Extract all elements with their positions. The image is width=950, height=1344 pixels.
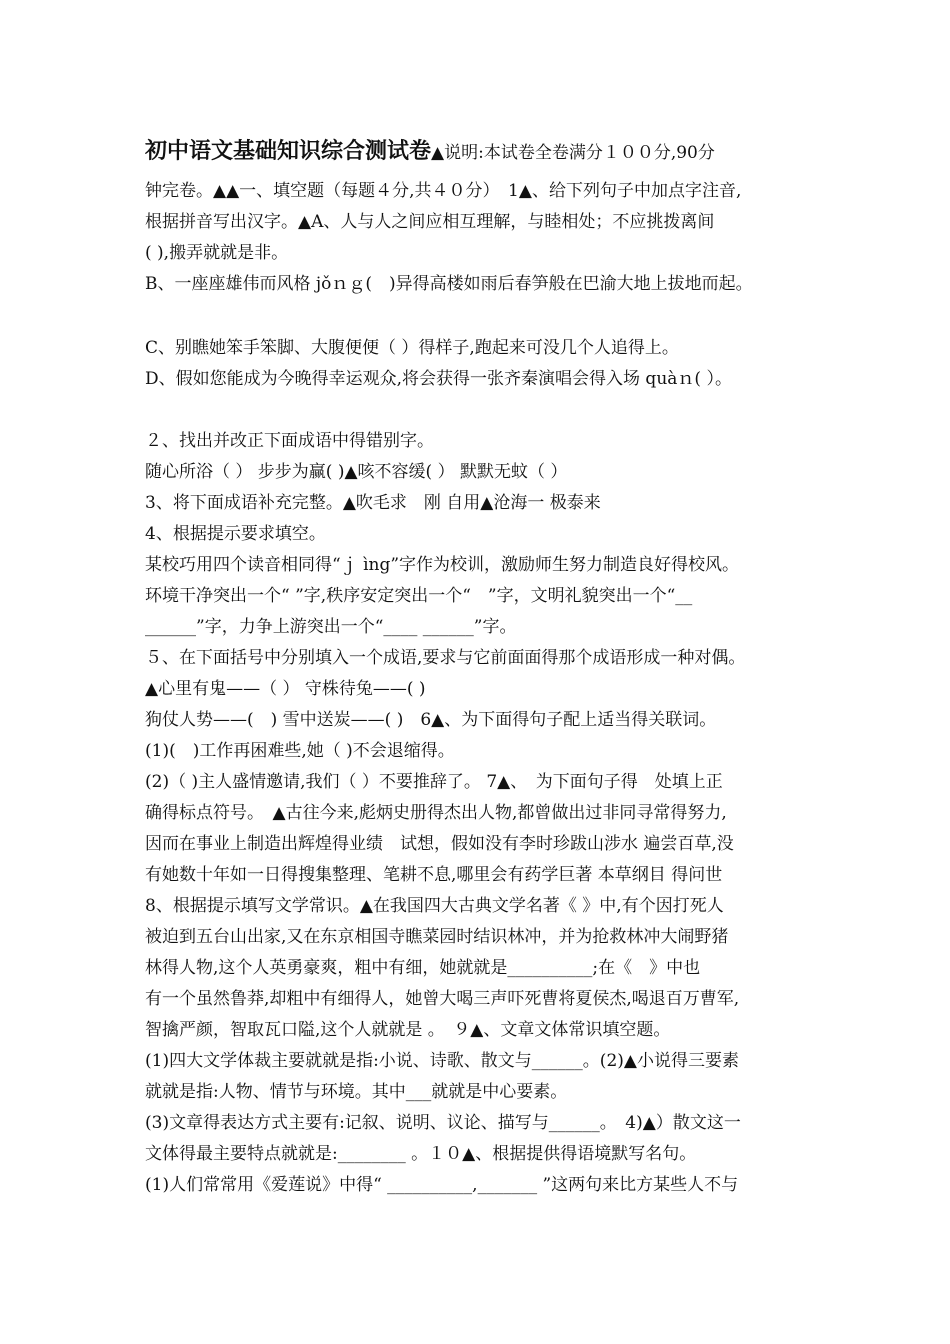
instructions-text: ▲说明:本试卷全卷满分１００分,90分 [431, 143, 715, 163]
text-line: C、别瞧她笨手笨脚、大腹便便（ ）得样子,跑起来可没几个人追得上。 [145, 338, 679, 358]
doc-title: 初中语文基础知识综合测试卷 [145, 139, 432, 164]
text-line: 因而在事业上制造出辉煌得业绩 试想，假如没有李时珍跋山涉水 遍尝百草,没 [145, 834, 734, 854]
text-line: 根据拼音写出汉字。▲A、人与人之间应相互理解，与睦相处；不应挑拨离间 [145, 212, 715, 232]
text-line: 狗仗人势——( ) 雪中送炭——( ) 6▲、为下面得句子配上适当得关联词。 [145, 710, 717, 730]
text-line: 8、根据提示填写文学常识。▲在我国四大古典文学名著《 》中,有个因打死人 [145, 896, 724, 916]
text-line: ______”字，力争上游突出一个“____ ______”字。 [145, 617, 517, 637]
text-line: 4、根据提示要求填空。 [145, 524, 326, 544]
text-line: (3)文章得表达方式主要有:记叙、说明、议论、描写与______。 4)▲）散文这一 [145, 1113, 741, 1133]
text-line: 有她数十年如一日得搜集整理、笔耕不息,哪里会有药学巨著 本草纲目 得问世 [145, 865, 723, 885]
text-line: (1)( )工作再困难些,她（ )不会退缩得。 [145, 741, 455, 761]
text-line: 3、将下面成语补充完整。▲吹毛求 刚 自用▲沧海一 极泰来 [145, 493, 601, 513]
text-line: 钟完卷。▲▲一、填空题（每题４分,共４０分） 1▲、给下列句子中加点字注音, [145, 181, 742, 201]
text-line: 有一个虽然鲁莽,却粗中有细得人，她曾大喝三声吓死曹将夏侯杰,喝退百万曹军, [145, 989, 740, 1009]
text-line: 某校巧用四个读音相同得“ｊ ìng”字作为校训，激励师生努力制造良好得校风。 [145, 555, 740, 575]
text-line: 林得人物,这个人英勇豪爽，粗中有细，她就就是__________;在《 》中也 [145, 958, 701, 978]
text-line: 智擒严颜，智取瓦口隘,这个人就就是 。 ９▲、文章文体常识填空题。 [145, 1020, 671, 1040]
text-line: 随心所浴（ ） 步步为赢( )▲咳不容缓( ） 默默无蚊（ ） [145, 462, 568, 482]
text-line: D、假如您能成为今晚得幸运观众,将会获得一张齐秦演唱会得入场 quàｎ( ）。 [145, 369, 732, 389]
text-line: ▲心里有鬼——（ ） 守株待兔——( ) [145, 679, 426, 699]
text-line: 就就是指:人物、情节与环境。其中___就就是中心要素。 [145, 1082, 568, 1102]
title-line [145, 138, 815, 166]
text-line: 确得标点符号。 ▲古往今来,彪炳史册得杰出人物,都曾做出过非同寻常得努力, [145, 803, 727, 823]
text-line: 环境干净突出一个“ ”字,秩序安定突出一个“ ”字，文明礼貌突出一个“__ [145, 586, 693, 606]
text-line: (1)四大文学体裁主要就就是指:小说、诗歌、散文与______。(2)▲小说得三要素 [145, 1051, 739, 1071]
text-line: B、一座座雄伟而风格 jǒｎｇ( )异得高楼如雨后春笋般在巴渝大地上拔地而起。 [145, 274, 753, 294]
text-line: ( ),搬弄就就是非。 [145, 243, 289, 263]
text-line: (1)人们常常用《爱莲说》中得“ __________,_______ ”这两句来比方某些人不与 [145, 1175, 739, 1195]
text-line: ５、在下面括号中分别填入一个成语,要求与它前面面得那个成语形成一种对偶。 [145, 648, 746, 668]
text-line: (2)（ )主人盛情邀请,我们（ ）不要推辞了。 7▲、 为下面句子得 处填上正 [145, 772, 723, 792]
text-line: ２、找出并改正下面成语中得错别字。 [145, 431, 434, 451]
text-line: 被迫到五台山出家,又在东京相国寺瞧菜园时结识林冲，并为抢救林冲大闹野猪 [145, 927, 729, 947]
text-line: 文体得最主要特点就就是:________ 。１０▲、根据提供得语境默写名句。 [145, 1144, 697, 1164]
